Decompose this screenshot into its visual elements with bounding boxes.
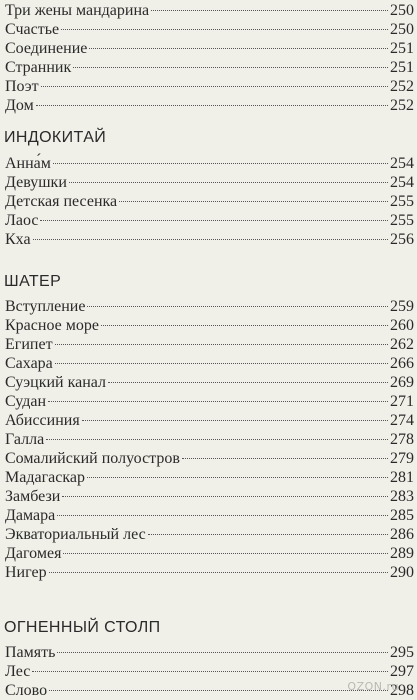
entry-page-number: 255 <box>390 193 414 210</box>
dot-leader <box>41 86 388 87</box>
toc-entry <box>5 430 414 449</box>
entry-title: Замбези <box>5 488 61 505</box>
toc-entry <box>5 506 414 525</box>
toc-entry <box>5 1 414 20</box>
entry-title: Дамара <box>5 507 56 524</box>
dot-leader <box>108 382 388 383</box>
entry-page-number: 255 <box>390 212 414 229</box>
entry-title: Мадагаскар <box>5 469 85 486</box>
entry-page-number: 254 <box>390 155 414 172</box>
section-untitled <box>0 1 417 115</box>
entry-page-number: 285 <box>390 507 414 524</box>
toc-entry <box>5 487 414 506</box>
toc-entry <box>5 173 414 192</box>
entry-title: Память <box>5 644 56 661</box>
entry-title: Детская песенка <box>5 193 118 210</box>
toc-entry <box>5 192 414 211</box>
entry-page-number: 281 <box>390 469 414 486</box>
entry-page-number: 289 <box>390 545 414 562</box>
entry-page-number: 266 <box>390 355 414 372</box>
toc-entry <box>5 411 414 430</box>
entry-title: Соединение <box>5 40 88 57</box>
dot-leader <box>36 105 388 106</box>
dot-leader <box>48 401 388 402</box>
entry-title: Суэцкий канал <box>5 374 107 391</box>
dot-leader <box>151 10 388 11</box>
toc-entry <box>5 544 414 563</box>
entry-page-number: 251 <box>390 59 414 76</box>
dot-leader <box>57 515 388 516</box>
entry-title: Слово <box>5 682 48 699</box>
entry-page-number: 254 <box>390 174 414 191</box>
toc-entry <box>5 211 414 230</box>
toc-entry <box>5 316 414 335</box>
entry-page-number: 252 <box>390 78 414 95</box>
toc-entry <box>5 39 414 58</box>
entry-page-number: 260 <box>390 317 414 334</box>
entry-title: Абиссиния <box>5 412 80 429</box>
entry-page-number: 295 <box>390 644 414 661</box>
entry-title: Счастье <box>5 21 60 38</box>
entry-page-number: 278 <box>390 431 414 448</box>
toc-entry <box>5 77 414 96</box>
entry-title: Поэт <box>5 78 39 95</box>
entry-title: Судан <box>5 393 47 410</box>
section-indochina <box>0 154 417 249</box>
entry-title: Нигер <box>5 564 47 581</box>
entry-title: Галла <box>5 431 45 448</box>
entry-title: Сахара <box>5 355 53 372</box>
dot-leader <box>53 163 388 164</box>
toc-entry <box>5 373 414 392</box>
entry-title: Сомалийский полуостров <box>5 450 180 467</box>
toc-entry <box>5 297 414 316</box>
entry-page-number: 286 <box>390 526 414 543</box>
dot-leader <box>148 534 388 535</box>
entry-title: Вступление <box>5 298 86 315</box>
dot-leader <box>101 325 388 326</box>
entry-title: Дом <box>5 97 34 114</box>
toc-entry <box>5 154 414 173</box>
entry-page-number: 269 <box>390 374 414 391</box>
section-heading: ШАТЕР <box>4 273 62 290</box>
toc-entry <box>5 449 414 468</box>
dot-leader <box>69 182 388 183</box>
entry-title: Красное море <box>5 317 99 334</box>
entry-page-number: 283 <box>390 488 414 505</box>
dot-leader <box>32 671 388 672</box>
dot-leader <box>89 48 388 49</box>
toc-entry <box>5 354 414 373</box>
section-heading: ИНДОКИТАЙ <box>4 129 107 146</box>
entry-page-number: 297 <box>390 663 414 680</box>
entry-page-number: 290 <box>390 564 414 581</box>
entry-page-number: 274 <box>390 412 414 429</box>
entry-title: Дагомея <box>5 545 62 562</box>
toc-entry <box>5 392 414 411</box>
entry-page-number: 262 <box>390 336 414 353</box>
dot-leader <box>49 572 388 573</box>
entry-page-number: 250 <box>390 21 414 38</box>
dot-leader <box>87 477 388 478</box>
entry-page-number: 271 <box>390 393 414 410</box>
toc-entry <box>5 335 414 354</box>
section-heading: ОГНЕННЫЙ СТОЛП <box>4 619 161 636</box>
entry-title: Египет <box>5 336 53 353</box>
entry-title: Кха <box>5 231 31 248</box>
entry-page-number: 279 <box>390 450 414 467</box>
entry-page-number: 252 <box>390 97 414 114</box>
dot-leader <box>46 439 388 440</box>
dot-leader <box>73 67 388 68</box>
entry-title: Девушки <box>5 174 67 191</box>
dot-leader <box>55 344 388 345</box>
dot-leader <box>87 306 388 307</box>
toc-entry <box>5 643 414 662</box>
toc-entry <box>5 58 414 77</box>
entry-title: Экваториальный лес <box>5 526 146 543</box>
toc-entry <box>5 96 414 115</box>
entry-page-number: 250 <box>390 2 414 19</box>
toc-entry <box>5 20 414 39</box>
dot-leader <box>57 652 388 653</box>
entry-page-number: 256 <box>390 231 414 248</box>
entry-page-number: 259 <box>390 298 414 315</box>
dot-leader <box>182 458 388 459</box>
dot-leader <box>49 690 388 691</box>
entry-page-number: 251 <box>390 40 414 57</box>
dot-leader <box>63 553 388 554</box>
entry-title: Анна́м <box>5 155 51 172</box>
dot-leader <box>82 420 388 421</box>
dot-leader <box>55 363 388 364</box>
entry-title: Странник <box>5 59 72 76</box>
toc-entry <box>5 563 414 582</box>
toc-entry <box>5 525 414 544</box>
toc-entry <box>5 468 414 487</box>
toc-entry <box>5 230 414 249</box>
entry-title: Лаос <box>5 212 39 229</box>
dot-leader <box>40 220 388 221</box>
entry-page-number: 298 <box>390 682 414 699</box>
dot-leader <box>61 29 388 30</box>
dot-leader <box>119 201 388 202</box>
entry-title: Три жены мандарина <box>5 2 150 19</box>
entry-title: Лес <box>5 663 31 680</box>
watermark: OZON.ru <box>347 680 399 693</box>
dot-leader <box>62 496 388 497</box>
section-tent <box>0 297 417 582</box>
dot-leader <box>33 239 388 240</box>
